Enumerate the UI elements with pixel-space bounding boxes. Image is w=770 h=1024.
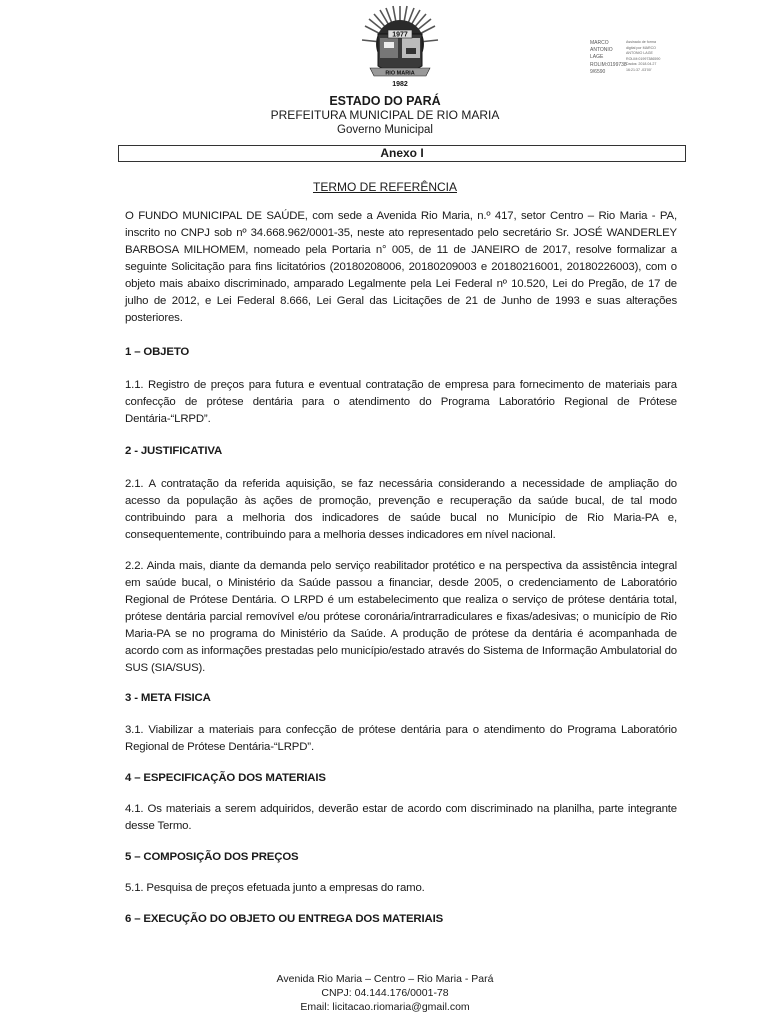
crest-graphic — [360, 4, 440, 92]
digital-signature-stamp — [590, 40, 700, 86]
section-heading-justificativa: 2 - JUSTIFICATIVA — [125, 445, 223, 457]
section-heading-composicao: 5 – COMPOSIÇÃO DOS PREÇOS — [125, 851, 299, 863]
crest-banner-text: RIO MARIA — [385, 70, 415, 77]
paragraph-4-1: 4.1. Os materiais a serem adquiridos, deverão estar de acordo com discriminado na planilha, parte integrante desse Termo. — [125, 803, 677, 832]
state-name: ESTADO DO PARÁ — [329, 94, 441, 108]
section-heading-meta-fisica: 3 - META FISICA — [125, 692, 211, 704]
signature-detail-line: ROLIM:01997386590 — [626, 56, 661, 61]
signature-detail-line: Assinado de forma — [626, 40, 656, 44]
signature-name-line: 9/6590 — [590, 68, 606, 75]
intro-paragraph: O FUNDO MUNICIPAL DE SAÚDE, com sede a Avenida Rio Maria, n.º 417, setor Centro – Rio Maria - PA, inscrito no CNPJ sob nº 34.668.962/0001-35, neste ato representado pelo secretário Sr. JOSÉ WANDERLEY BARBOSA MILHOMEM, nomeado pela Portaria n° 005, de 11 de JANEIRO de 2017, resolve formalizar a seguinte Solicitação para fins licitatórios (20180208006, 20180209003 e 20180216001, 20180226003), com o objeto mais abaixo discriminado, amparado Legalmente pela Lei Federal nº 10.520, Lei do Pregão, de 17 de julho de 2012, e Lei Federal 8.666, Lei Geral das Licitações de 21 de Junho de 1993 e suas alterações posteriores. — [125, 210, 677, 324]
crest-year-bottom: 1982 — [392, 81, 408, 88]
footer-address: Avenida Rio Maria – Centro – Rio Maria - Pará — [276, 973, 494, 985]
section-heading-execucao: 6 – EXECUÇÃO DO OBJETO OU ENTREGA DOS MATERIAIS — [125, 913, 444, 925]
document-header — [0, 94, 770, 138]
signature-name — [590, 40, 627, 76]
paragraph-5-1: 5.1. Pesquisa de preços efetuada junto a empresas do ramo. — [125, 882, 425, 894]
paragraph-1-1: 1.1. Registro de preços para futura e eventual contratação de empresa para fornecimento de materiais para confecção de prótese dentária para o atendimento do Programa Laboratório Regional de Prótese Dentária-“LRPD”. — [125, 379, 677, 425]
document-body — [125, 208, 677, 928]
signature-detail-line: digital por MARCO — [626, 45, 656, 50]
municipal-crest-logo — [360, 4, 440, 92]
section-heading-especificacao: 4 – ESPECIFICAÇÃO DOS MATERIAIS — [125, 772, 326, 784]
paragraph-3-1: 3.1. Viabilizar a materiais para confecção de prótese dentária para o atendimento do Programa Laboratório Regional de Prótese Dentária-“LRPD”. — [125, 724, 677, 753]
paragraph-2-2: 2.2. Ainda mais, diante da demanda pelo serviço reabilitador protético e na perspectiva da assistência integral em saúde bucal, o Ministério da Saúde passou a financiar, desde 2005, o credenciamento de Laboratório Regional de Prótese Dentária. O LRPD é um estabelecimento que realiza o serviço de prótese dentária total, prótese dentária parcial removível e/ou prótese coronária/intrarradiculares e fixas/adesivas; o município de Rio Maria-PA se no programa do Ministério da Saúde. A produção de prótese da dentária é acompanhada de acordo com as informações prestadas pelo município/estado através do Sistema de Informação Ambulatorial do SUS (SIA/SUS). — [125, 560, 677, 674]
signature-detail-line: ANTONIO LAGE — [626, 51, 653, 56]
signature-name-line: LAGE — [590, 54, 604, 61]
signature-detail-line: Dados: 2018.04.27 — [626, 62, 657, 67]
document-title: TERMO DE REFERÊNCIA — [312, 180, 457, 194]
footer-cnpj: CNPJ: 04.144.176/0001-78 — [321, 987, 449, 999]
signature-detail-line: 16:21:37 -03'00' — [626, 67, 652, 72]
section-heading-objeto: 1 – OBJETO — [125, 346, 190, 358]
crest-year-top: 1977 — [392, 31, 408, 39]
annex-label: Anexo I — [118, 145, 686, 162]
signature-name-line: ANTONIO — [590, 47, 613, 54]
document-footer — [0, 972, 770, 1014]
signature-name-line: MARCO — [590, 40, 609, 46]
paragraph-2-1: 2.1. A contratação da referida aquisição, se faz necessária considerando a necessidade de ampliação do acesso da população às ações de promoção, prevenção e recuperação da saúde bucal, de tal modo contribuindo para a melhoria dos indicadores de saúde bucal no Município de Rio Maria-PA e, consequentemente, contribuindo para a melhoria desses indicadores em nível nacional. — [125, 478, 677, 541]
footer-email: Email: licitacao.riomaria@gmail.com — [300, 1001, 470, 1013]
government-name: Governo Municipal — [337, 124, 433, 136]
signature-details — [626, 40, 696, 74]
prefecture-name: PREFEITURA MUNICIPAL DE RIO MARIA — [270, 108, 500, 122]
signature-name-line: ROLIM:0199738 — [590, 61, 627, 68]
